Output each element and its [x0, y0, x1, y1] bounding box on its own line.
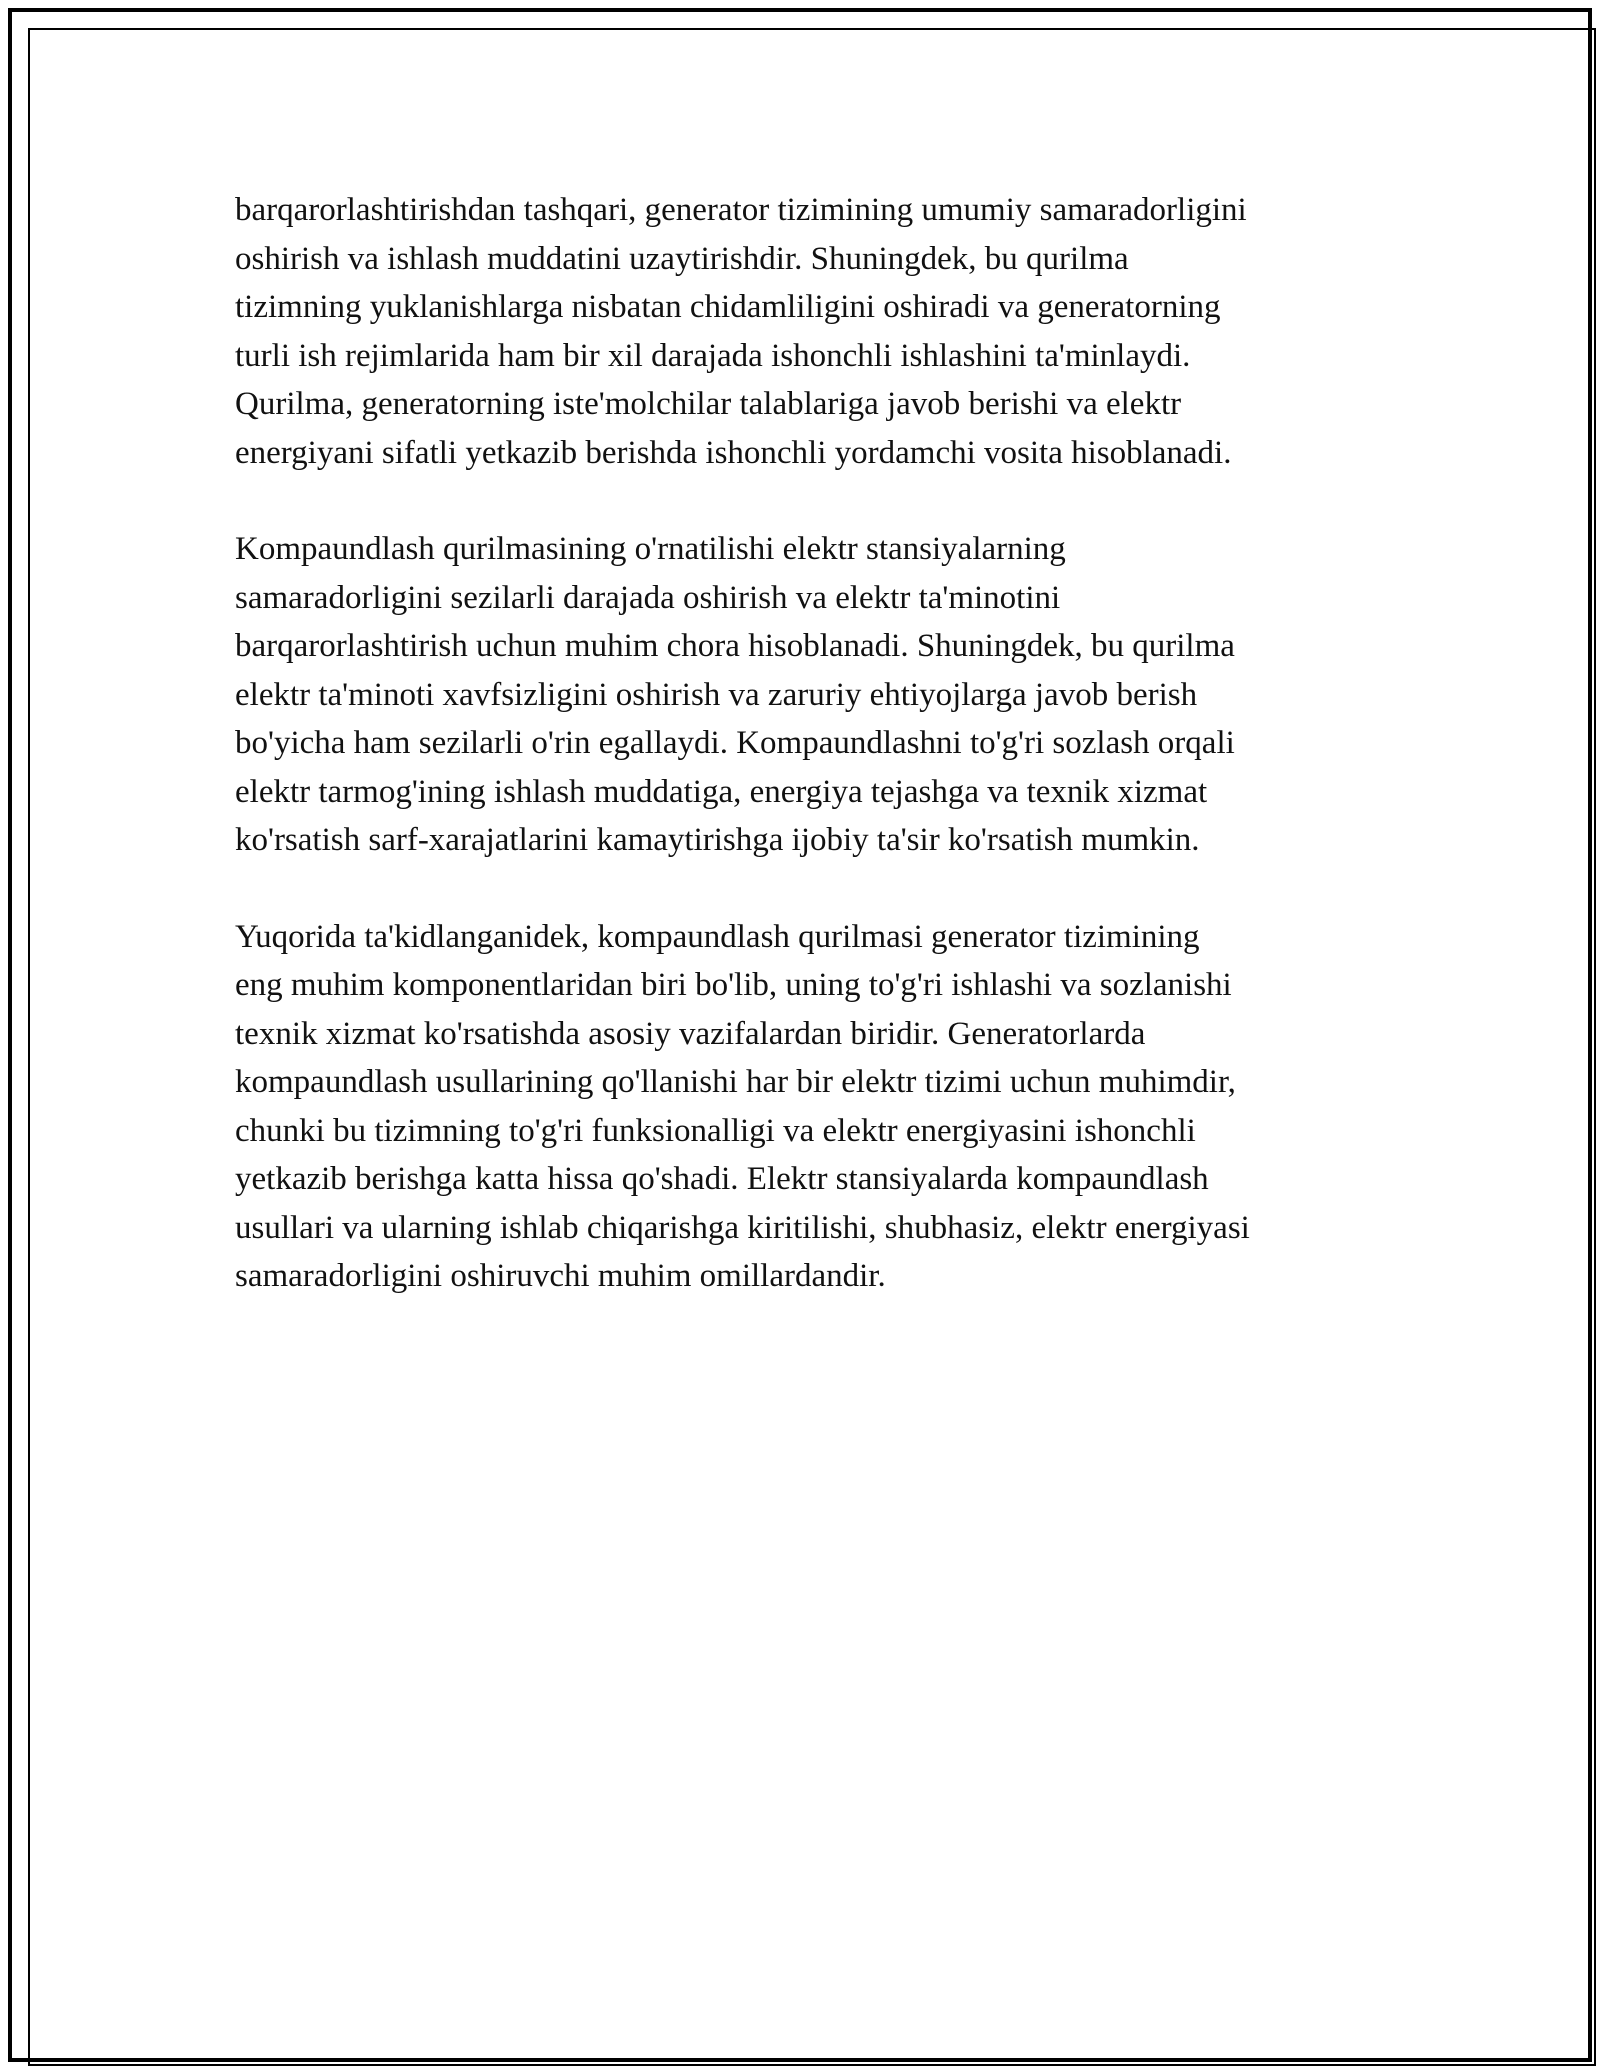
paragraph-3: Yuqorida ta'kidlanganidek, kompaundlash qurilmasi generator tizimining eng muhim komponentlaridan biri bo'lib, uning to'g'ri ishlashi va sozlanishi texnik xizmat ko'rsatishda asosiy vazifalardan biridir. Generatorlarda kompaundlash usullarining qo'llanishi har bir elektr tizimi uchun muhimdir, chunki bu tizimning to'g'ri funksionalligi va elektr energiyasini ishonchli yetkazib berishga katta hissa qo'shadi. Elektr stansiyalarda kompaundlash usullari va ularning ishlab chiqarishga kiritilishi, shubhasiz, elektr energiyasi samaradorligini oshiruvchi muhim omillardandir. — [235, 918, 1250, 1294]
paragraph-2: Kompaundlash qurilmasining o'rnatilishi elektr stansiyalarning samaradorligini sezilarli darajada oshirish va elektr ta'minotini barqarorlashtirish uchun muhim chora hisoblanadi. Shuningdek, bu qurilma elektr ta'minoti xavfsizligini oshirish va zaruriy ehtiyojlarga javob berish bo'yicha ham sezilarli o'rin egallaydi. Kompaundlashni to'g'ri sozlash orqali elektr tarmog'ining ishlash muddatiga, energiya tejashga va texnik xizmat ko'rsatish sarf-xarajatlarini kamaytirishga ijobiy ta'sir ko'rsatish mumkin. — [235, 531, 1235, 858]
document-body — [235, 186, 1385, 1349]
paragraph-1: barqarorlashtirishdan tashqari, generator tizimining umumiy samaradorligini oshirish va ishlash muddatini uzaytirishdir. Shuningdek, bu qurilma tizimning yuklanishlarga nisbatan chidamliligini oshiradi va generatorning turli ish rejimlarida ham bir xil darajada ishonchli ishlashini ta'minlaydi. Qurilma, generatorning iste'molchilar talablariga javob berishi va elektr energiyani sifatli yetkazib berishda ishonchli yordamchi vosita hisoblanadi. — [235, 192, 1247, 471]
